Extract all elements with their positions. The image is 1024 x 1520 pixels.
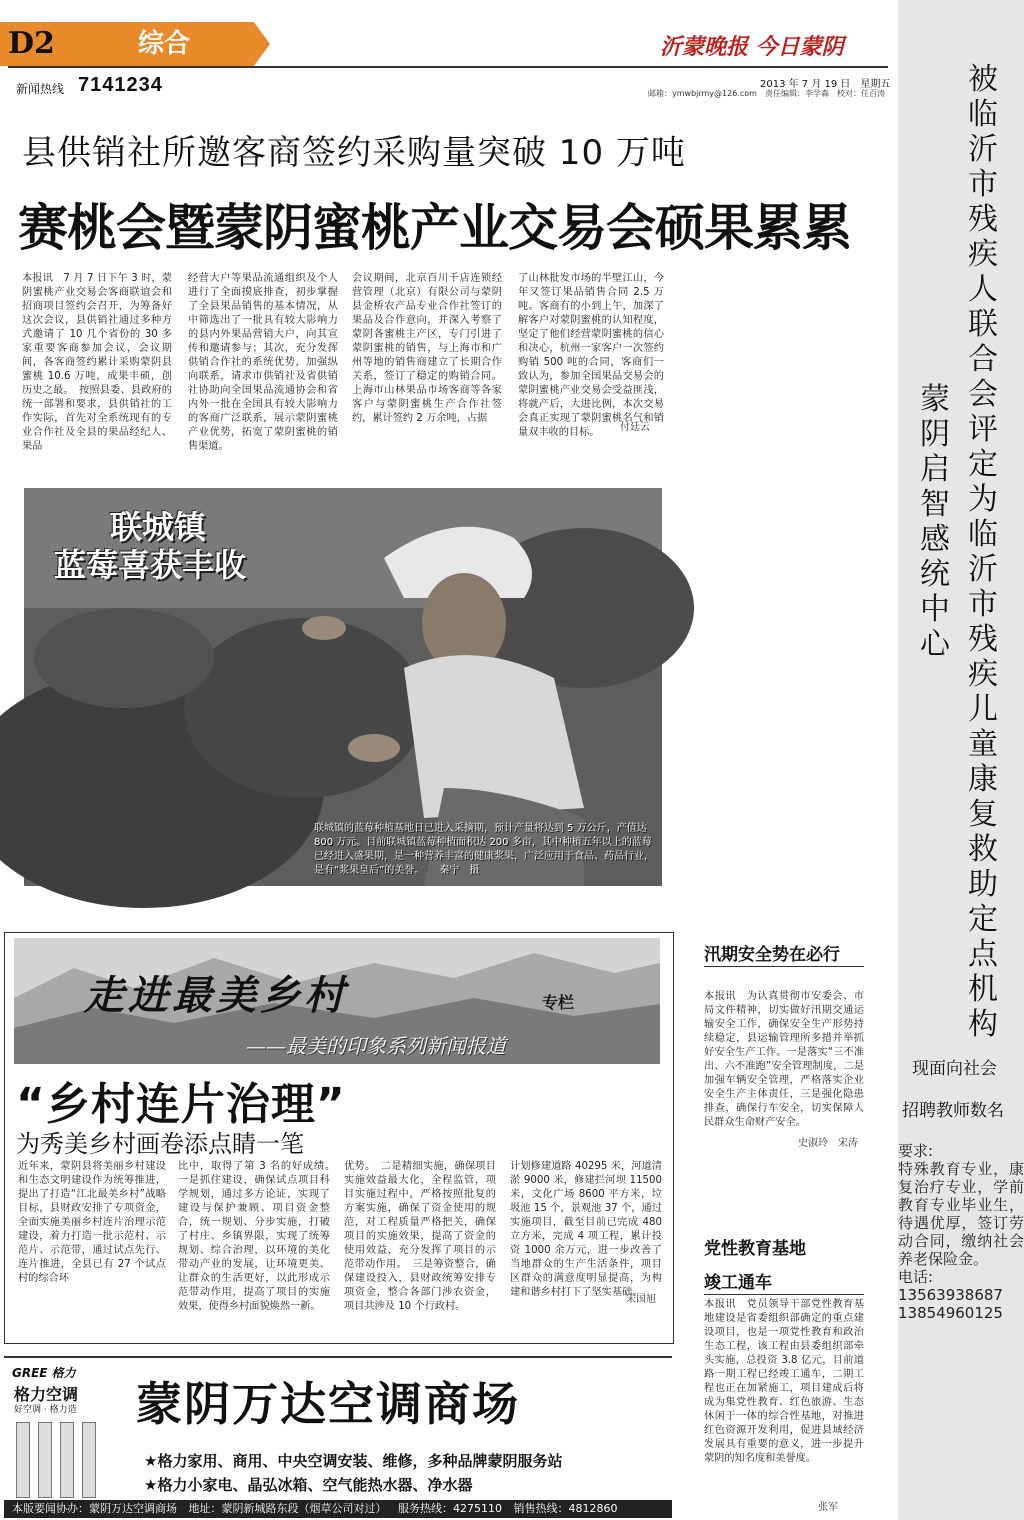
air-conditioner-icon [82,1422,96,1498]
ad-title: 蒙阴万达空调商场 [136,1377,520,1431]
recruit-line-2: 招聘教师数名 [902,1101,1004,1121]
photo-title-2: 蓝莓喜获丰收 [54,546,247,584]
ad-footer-partner: 本版要闻协办：蒙阴万达空调商场 [12,1502,177,1515]
issue-date: 2013 年 7 月 19 日 星期五 [760,79,891,90]
feature-title: “乡村连片治理” [16,1079,346,1130]
lead-column-2: 经营大户等果品流通组织及个人进行了全面摸底排查，初步掌握了全县果品销售的基本情况，从中筛选出了一批具有较大影响力的县内外果品营销大户，向其宣传和邀请参与；其次，充分发挥供销合作社的系统优势，加强纵向联系，请求市供销社及省供销社协助向全国果品流通协会和省内外一批在全国具有较大影响力的客商广泛联系，展示蒙阴蜜桃产业优势，拓宽了蒙阴蜜桃的销售渠道。 [188,273,338,452]
feature-column-3: 优势。 二是精细实施，确保项目实施效益最大化，全程监管，项目实施过程中，严格按照批复的方案实施，确保了资金使用的规范，对工程质量严格把关，确保项目的实施效果，提高了资金的使用效益，充分发挥了项目的示范带动作用。 三是筹资整合，确保建设投入，县财政统筹安排专项资金，整合各部门涉农资金，项目共涉及 10 个行政村。 [344,1161,496,1312]
side-news-2-byline: 张军 [818,1502,838,1513]
phone-label: 电话: [898,1268,934,1286]
lead-column-4: 了山林批发市场的半壁江山，今年又签订果品销售合同 2.5 万吨。客商有的小到上午，加深了解客户对蒙阴蜜桃的认知程度，坚定了他们经营蒙阴蜜桃的信心和决心，杭州一家客户一次签约购销 500 吨的合同，客商们一致认为，参加全国果品交易会的蒙阴蜜桃产业交易会受益匪浅，将就产后，大进比例，本次交易会真正实现了蒙阴蜜桃名气和销量双丰收的目标。 [518,273,664,438]
banner-tag: 专栏 [542,993,575,1012]
feature-column-2: 比中，取得了第 3 名的好成绩。 一是抓住建设，确保试点项目科学规划，通过多方论证，实现了建设与保护兼顾、项目资金整合，统一规划、分步实施，打破了村庄、乡镇界限，实现了统筹规划、综合治理，以环境的美化带动产业的发展，让环境更美、让群众的生活更好，以此形成示范带动作用，提高了项目的实施效果，使得乡村面貌焕然一新。 [178,1161,341,1312]
requirements-label: 要求: [898,1142,934,1160]
ad-slogan: 好空调 · 格力造 [14,1405,77,1415]
sidebar-vertical-1: 被临沂市残疾人联合会评定为临沂市残疾儿童康复救助定点机构 [968,62,998,1042]
air-conditioner-icon [16,1422,30,1498]
side-news-2-title-2: 竣工通车 [704,1273,772,1293]
ad-line-1: ★格力家用、商用、中央空调安装、维修，多种品牌蒙阴服务站 [144,1452,563,1470]
phone-2: 13854960125 [898,1304,1003,1322]
lead-byline: 付廷云 [620,422,650,433]
editor-contact: 邮箱：ymwbjrmy@126.com 责任编辑：李学森 校对：任百涛 [648,89,885,98]
gree-advertisement [4,1356,672,1502]
ad-footer-sales: 销售热线：4812860 [513,1502,618,1515]
feature-byline: 宋国旭 [626,1294,656,1305]
lead-column-1: 本报讯 7 月 7 日下午 3 时，蒙阴蜜桃产业交易会客商联谊会和招商项目签约会召开，为筹备好这次会议，县供销社通过多种方式邀请了 10 几个省份的 30 多家重要客商参加会议，会议期间，各客商签约累计采购蒙阴县蜜桃 10.6 万吨，成果丰硕，创历史之最。 按照县委、县政府的统一部署和要求，县供销社的工作实际，首先对全系统现有的专业合作社及全县的果品经纪人、果品 [22,273,172,452]
ad-footer-bar [4,1500,672,1518]
feature-subtitle: 为秀美乡村画卷添点睛一笔 [16,1130,304,1158]
requirements-block [898,1142,1024,1322]
hotline-label: 新闻热线 [16,82,65,96]
blueberry-photo [24,488,662,886]
recruit-line-1: 现面向社会 [912,1059,997,1079]
newspaper-brand: 沂蒙晚报 今日蒙阴 [660,34,844,60]
side-news-2-body: 本报讯 党员领导干部党性教育基地建设是省委组织部确定的重点建设项目，也是一项党性教育和政治生态工程，该工程由县委组织部牵头实施，总投资 3.8 亿元，目前道路一期工程已经竣工通车，二期工程也正在加紧施工，项目建成后将成为集党性教育、红色旅游、生态休闲于一体的综合性基地，对推进红色资源开发利用，促进县域经济发展具有重要的意义，进一步提升蒙阴的知名度和美誉度。 [704,1299,864,1464]
side-news-1-byline: 史淑玲 宋涛 [798,1138,858,1149]
ad-footer-service: 服务热线：4275110 [398,1502,502,1515]
side-news-2-rule [704,1294,864,1295]
lead-headline: 赛桃会暨蒙阴蜜桃产业交易会硕果累累 [18,199,851,257]
section-category: 综合 [138,29,191,59]
lead-column-3: 会议期间，北京百川千店连锁经营管理（北京）有限公司与蒙阴县金桥农产品专业合作社签订的果品及合作意向，并深入考察了蒙阴各蜜桃主产区，专门引进了蒙阴蜜桃的销售，与上海市和广州等地的销售商建立了长期合作关系，签订了稳定的购销合同。上海市山林果品市场客商等各家客户与蒙阴蜜桃生产合作社签约，累计签约 2 万余吨，占据 [352,273,502,424]
side-news-1-title: 汛期安全势在必行 [704,945,840,965]
ad-brand: 格力空调 [14,1385,79,1404]
lead-subhead: 县供销社所邀客商签约采购量突破 10 万吨 [22,133,686,173]
feature-column-1: 近年来，蒙阴县将美丽乡村建设和生态文明建设作为统筹推进，提出了打造“江北最美乡村”战略目标，县财政安排了专项资金，全面实施美丽乡村连片治理示范建设，着力打造一批示范村、示范片、示范带，通过试点先行、连片推进，全县已有 27 个试点村的综合环 [18,1161,166,1284]
hotline-number: 7141234 [78,74,163,96]
air-conditioner-icon [60,1422,74,1498]
ad-footer-address: 地址：蒙阴新城路东段（烟草公司对过） [188,1502,387,1515]
banner-subtitle: ——最美的印象系列新闻报道 [246,1034,506,1058]
feature-banner [14,938,660,1064]
side-news-1-body: 本报讯 为认真贯彻市安委会、市局文件精神，切实做好汛期交通运输安全工作，确保安全生产形势持续稳定，县运输管理所多措并举抓好安全生产工作。一是落实“三不准出、六不准跑”安全管理制度，二是加强车辆安全管理，严格落实企业安全生产主体责任，三是强化隐患排查，确保行车安全，切实保障人民群众生命财产安全。 [704,991,864,1128]
header-divider [8,66,888,68]
gree-logo: GREE 格力 [12,1366,76,1380]
photo-title-1: 联城镇 [110,508,207,546]
photo-caption: 联城镇的蓝莓种植基地日已进入采摘期，预计产量将达到 5 万公斤，产值达 800 万元。目前联城镇蓝莓种植面积达 200 多亩，其中种植五年以上的蓝莓已经进入盛果期，是一种营养丰富的健康浆果，广泛应用于食品、药品行业，是有“浆果皇后”的美誉。 秦宁 摄 [314,823,654,876]
sidebar-vertical-2: 蒙阴启智感统中心 [920,382,950,662]
side-news-1-rule [704,966,864,967]
feature-column-4: 计划修建道路 40295 米，河道清淤 9000 米，修建拦河坝 11500 米，文化广场 8600 平方米，垃圾池 15 个，景观池 37 个，通过实施项目，截至目前已完成 480 立方米，完成 4 项工程，累计投资 1000 余万元，进一步改善了当地群众的生产生活条件，项目区群众的满意度明显提高，为构建和谐乡村打下了坚实基础。 [510,1161,662,1298]
section-number: D2 [8,26,55,61]
banner-title: 走进最美乡村 [84,972,348,1019]
air-conditioner-icon [38,1422,52,1498]
ad-line-2: ★格力小家电、晶弘冰箱、空气能热水器、净水器 [144,1476,473,1494]
side-news-2-title-1: 党性教育基地 [704,1239,806,1259]
phone-1: 13563938687 [898,1286,1003,1304]
requirements-text: 特殊教育专业，康复治疗专业，学前教育专业毕业生，待遇优厚，签订劳动合同，缴纳社会养老保险金。 [898,1160,1024,1268]
